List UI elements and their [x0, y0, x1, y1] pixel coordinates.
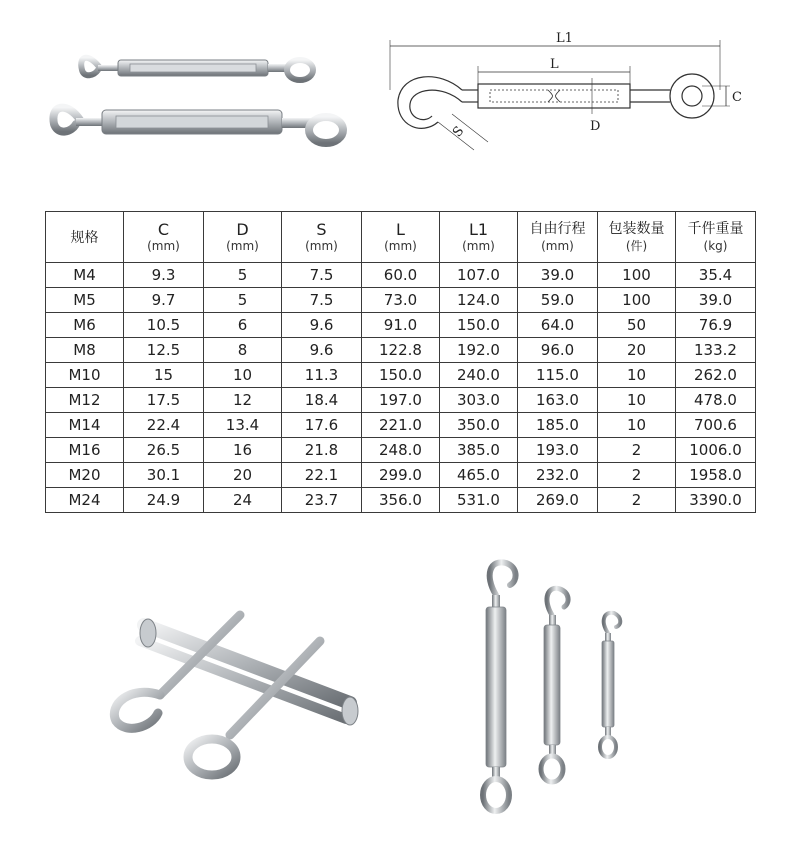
table-cell: 350.0: [440, 413, 518, 438]
disassembled-turnbuckle-photo: [100, 585, 380, 805]
table-cell: M10: [46, 363, 124, 388]
table-cell: 7.5: [282, 263, 362, 288]
table-row: [46, 263, 756, 288]
table-cell: 107.0: [440, 263, 518, 288]
table-cell: 17.5: [124, 388, 204, 413]
table-header-row: [46, 212, 756, 263]
l-label: L: [550, 57, 559, 72]
table-cell: 96.0: [518, 338, 598, 363]
table-cell: 478.0: [676, 388, 756, 413]
table-cell: 10.5: [124, 313, 204, 338]
table-cell: M4: [46, 263, 124, 288]
table-cell: M5: [46, 288, 124, 313]
table-cell: 23.7: [282, 488, 362, 513]
table-cell: 59.0: [518, 288, 598, 313]
table-cell: M6: [46, 313, 124, 338]
table-cell: 385.0: [440, 438, 518, 463]
table-cell: 24: [204, 488, 282, 513]
table-cell: 10: [598, 413, 676, 438]
table-cell: 299.0: [362, 463, 440, 488]
table-cell: 2: [598, 438, 676, 463]
table-cell: 73.0: [362, 288, 440, 313]
table-row: [46, 438, 756, 463]
table-cell: 17.6: [282, 413, 362, 438]
table-row: [46, 488, 756, 513]
table-cell: 60.0: [362, 263, 440, 288]
table-cell: 185.0: [518, 413, 598, 438]
table-cell: 12: [204, 388, 282, 413]
table-cell: 124.0: [440, 288, 518, 313]
d-label: D: [590, 119, 601, 134]
table-row: [46, 288, 756, 313]
table-cell: 18.4: [282, 388, 362, 413]
table-cell: 163.0: [518, 388, 598, 413]
table-cell: 700.6: [676, 413, 756, 438]
table-cell: 192.0: [440, 338, 518, 363]
table-cell: 8: [204, 338, 282, 363]
table-cell: 240.0: [440, 363, 518, 388]
c-label: C: [732, 90, 742, 105]
l1-label: L1: [556, 31, 573, 46]
table-cell: M14: [46, 413, 124, 438]
column-header-l1: L1 (mm): [440, 212, 518, 263]
table-cell: 30.1: [124, 463, 204, 488]
table-cell: M24: [46, 488, 124, 513]
table-cell: 100: [598, 263, 676, 288]
table-cell: 100: [598, 288, 676, 313]
table-row: [46, 313, 756, 338]
table-cell: 1958.0: [676, 463, 756, 488]
table-cell: M8: [46, 338, 124, 363]
table-cell: 197.0: [362, 388, 440, 413]
table-cell: 76.9: [676, 313, 756, 338]
table-cell: 193.0: [518, 438, 598, 463]
table-cell: 24.9: [124, 488, 204, 513]
small-standing-turnbuckle-image: [600, 613, 620, 757]
table-cell: 91.0: [362, 313, 440, 338]
column-header-l: L (mm): [362, 212, 440, 263]
table-cell: 262.0: [676, 363, 756, 388]
table-cell: 16: [204, 438, 282, 463]
table-cell: 150.0: [362, 363, 440, 388]
column-header-d: D (mm): [204, 212, 282, 263]
table-cell: 10: [598, 363, 676, 388]
table-cell: 11.3: [282, 363, 362, 388]
table-cell: 5: [204, 263, 282, 288]
table-cell: 115.0: [518, 363, 598, 388]
table-cell: 21.8: [282, 438, 362, 463]
table-cell: 15: [124, 363, 204, 388]
table-cell: 35.4: [676, 263, 756, 288]
large-standing-turnbuckle-image: [483, 562, 516, 811]
small-turnbuckle-image: [81, 58, 313, 80]
table-row: [46, 338, 756, 363]
table-cell: 20: [204, 463, 282, 488]
table-cell: 248.0: [362, 438, 440, 463]
table-cell: 1006.0: [676, 438, 756, 463]
table-row: [46, 463, 756, 488]
table-cell: 39.0: [676, 288, 756, 313]
table-cell: 9.3: [124, 263, 204, 288]
table-cell: 465.0: [440, 463, 518, 488]
table-cell: 133.2: [676, 338, 756, 363]
table-cell: 221.0: [362, 413, 440, 438]
table-cell: 39.0: [518, 263, 598, 288]
table-cell: M20: [46, 463, 124, 488]
table-cell: 303.0: [440, 388, 518, 413]
dimension-diagram: [380, 30, 760, 160]
column-header-c: C (mm): [124, 212, 204, 263]
table-cell: 9.7: [124, 288, 204, 313]
table-cell: 10: [204, 363, 282, 388]
column-header-s: S (mm): [282, 212, 362, 263]
table-cell: 150.0: [440, 313, 518, 338]
table-cell: 26.5: [124, 438, 204, 463]
table-cell: 531.0: [440, 488, 518, 513]
column-header-free-travel: 自由行程 (mm): [518, 212, 598, 263]
table-cell: 2: [598, 488, 676, 513]
table-row: [46, 363, 756, 388]
s-label: S: [450, 123, 468, 141]
table-cell: 5: [204, 288, 282, 313]
table-cell: 6: [204, 313, 282, 338]
table-cell: 13.4: [204, 413, 282, 438]
table-cell: 356.0: [362, 488, 440, 513]
table-cell: 2: [598, 463, 676, 488]
table-cell: 9.6: [282, 313, 362, 338]
table-cell: 3390.0: [676, 488, 756, 513]
medium-standing-turnbuckle-image: [541, 588, 568, 782]
table-cell: 22.1: [282, 463, 362, 488]
large-turnbuckle-image: [53, 108, 343, 143]
table-cell: 10: [598, 388, 676, 413]
table-cell: 7.5: [282, 288, 362, 313]
table-cell: 22.4: [124, 413, 204, 438]
table-cell: 122.8: [362, 338, 440, 363]
table-cell: 269.0: [518, 488, 598, 513]
turnbuckle-photo-top: [38, 40, 368, 170]
specification-table: [45, 211, 756, 513]
table-cell: M16: [46, 438, 124, 463]
table-cell: 12.5: [124, 338, 204, 363]
column-header-package-qty: 包装数量 (件): [598, 212, 676, 263]
column-header-weight-per-thousand: 千件重量 (kg): [676, 212, 756, 263]
table-row: [46, 388, 756, 413]
table-cell: 232.0: [518, 463, 598, 488]
table-cell: 50: [598, 313, 676, 338]
column-header-spec: 规格: [46, 212, 124, 263]
table-cell: 20: [598, 338, 676, 363]
standing-turnbuckles-photo: [460, 555, 680, 835]
table-cell: 9.6: [282, 338, 362, 363]
table-cell: M12: [46, 388, 124, 413]
table-cell: 64.0: [518, 313, 598, 338]
table-row: [46, 413, 756, 438]
turnbuckle-body-outline: [478, 84, 630, 108]
